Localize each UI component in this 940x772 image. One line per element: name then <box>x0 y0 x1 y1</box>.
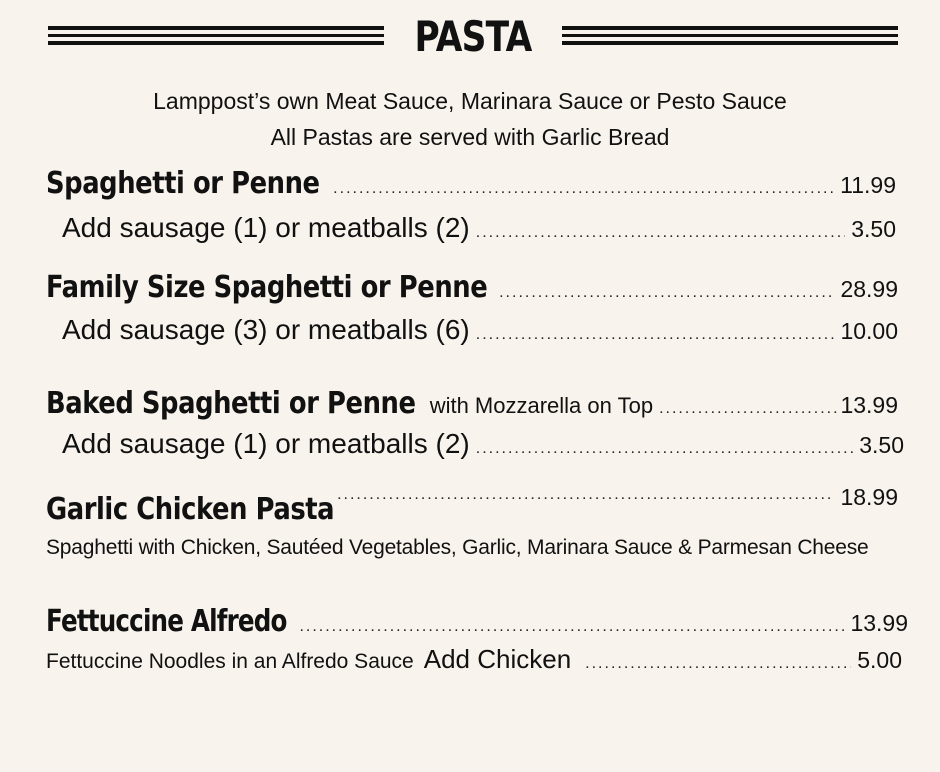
addon-label: Add Chicken <box>423 644 572 674</box>
item-name: Garlic Chicken Pasta <box>46 492 335 527</box>
section-header <box>48 12 898 62</box>
item-note: with Mozzarella on Top <box>429 393 654 418</box>
menu-item-spaghetti-or-penne <box>46 166 896 201</box>
addon-label: Add sausage (3) or meatballs (6) <box>62 314 470 345</box>
dot-leader <box>476 224 845 242</box>
dot-leader <box>337 486 834 504</box>
item-price: 13.99 <box>840 392 898 418</box>
item-description-row <box>46 644 902 675</box>
item-price: 28.99 <box>840 276 898 302</box>
dot-leader <box>659 400 840 418</box>
section-subtitle-line2: All Pastas are served with Garlic Bread <box>270 124 670 150</box>
menu-item-baked-spaghetti <box>46 386 898 421</box>
addon-row <box>62 428 904 460</box>
addon-price: 5.00 <box>857 647 902 673</box>
item-price: 13.99 <box>850 610 908 636</box>
menu-item-garlic-chicken-pasta <box>46 484 898 527</box>
section-title: PASTA <box>414 12 532 61</box>
item-description: Fettuccine Noodles in an Alfredo Sauce <box>46 650 414 673</box>
addon-row <box>62 314 898 346</box>
decorative-rule-right <box>562 26 898 49</box>
addon-price: 3.50 <box>859 432 904 458</box>
dot-leader <box>476 440 853 458</box>
item-name: Baked Spaghetti or Penne <box>46 386 416 421</box>
dot-leader <box>333 180 834 198</box>
addon-label: Add sausage (1) or meatballs (2) <box>62 428 470 459</box>
item-name: Spaghetti or Penne <box>46 166 320 201</box>
item-description: Spaghetti with Chicken, Sautéed Vegetables, Garlic, Marinara Sauce & Parmesan Cheese <box>46 536 869 559</box>
addon-row <box>62 212 896 244</box>
menu-item-fettuccine-alfredo <box>46 604 908 639</box>
addon-price: 10.00 <box>840 318 898 344</box>
item-price: 11.99 <box>840 172 896 198</box>
section-subtitle-line1: Lamppost’s own Meat Sauce, Marinara Sauce or Pesto Sauce <box>153 88 787 114</box>
item-name: Fettuccine Alfredo <box>46 604 287 639</box>
dot-leader <box>585 655 851 673</box>
addon-label: Add sausage (1) or meatballs (2) <box>62 212 470 243</box>
dot-leader <box>476 326 835 344</box>
dot-leader <box>299 618 844 636</box>
item-description-row <box>46 536 869 560</box>
addon-price: 3.50 <box>851 216 896 242</box>
dot-leader <box>499 284 834 302</box>
item-name: Family Size Spaghetti or Penne <box>46 270 488 305</box>
item-price: 18.99 <box>840 484 898 510</box>
decorative-rule-left <box>48 26 384 49</box>
menu-item-family-size <box>46 270 898 305</box>
